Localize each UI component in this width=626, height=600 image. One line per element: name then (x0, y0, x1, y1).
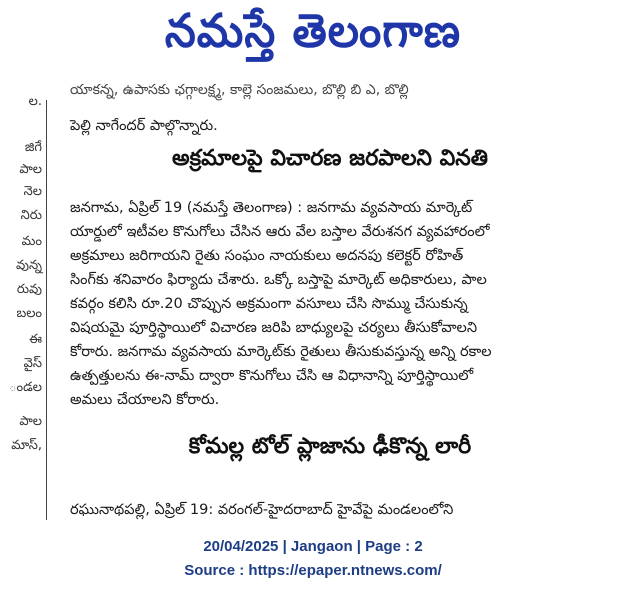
article-line: అమలు చేయాలని కోరారు. (70, 392, 220, 408)
article-headline: అక్రమాలపై విచారణ జరపాలని వినతి (172, 146, 488, 171)
left-fragment: బలం (16, 306, 42, 321)
top-cut-line: యాకన్న, ఉపాసకు ఛగ్గాలక్ష్మ, కాల్లె సంజమలు, బొల్లి బి ఎ, బొల్లి (70, 82, 409, 98)
left-fragment: వైస్ (23, 356, 42, 371)
left-fragment: వున్న (16, 258, 42, 273)
source-link[interactable]: Source : https://epaper.ntnews.com/ (184, 562, 442, 579)
left-fragment: పాల (19, 414, 42, 429)
edition-info: 20/04/2025 | Jangaon | Page : 2 (203, 538, 423, 555)
article-line: ఉత్పత్తులను ఈ-నామ్ ద్వారా కొనుగోలు చేసి ఆ విధానాన్ని పూర్తిస్థాయిలో (70, 368, 474, 384)
left-fragment: నిరు (20, 208, 42, 223)
article-line: విషయమై పూర్తిస్థాయిలో విచారణ జరిపి బాధ్యులపై చర్యలు తీసుకోవాలని (70, 320, 478, 336)
left-fragment: నెల (23, 184, 42, 199)
left-fragment: ల. (28, 94, 42, 109)
left-fragment: పాల (19, 162, 42, 177)
article-line: సింగ్‌కు శనివారం ఫిర్యాదు చేశారు. ఒక్కో బస్తాపై మార్కెట్ అధికారులు, పాల (70, 272, 487, 288)
article-line: కోరారు. జనగామ వ్యవసాయ మార్కెట్‌కు రైతులు తీసుకువస్తున్న అన్ని రకాల (70, 344, 492, 360)
left-fragment: ఈ (29, 332, 42, 347)
article-line: కవర్గం కలిసి రూ.20 చొప్పున అక్రమంగా వసూలు చేసి సొమ్ము చేసుకున్న (70, 296, 468, 312)
main-column (70, 82, 590, 520)
column-divider (46, 100, 47, 520)
masthead (0, 0, 626, 70)
article-headline: కోమల్ల టోల్ ప్లాజాను ఢీకొన్న లారీ (188, 434, 472, 459)
newspaper-clipping (0, 82, 600, 520)
bottom-cut-line: రఘునాథపల్లి, ఏప్రిల్ 19: వరంగల్-హైదరాబాద్ హైవేపై మండలంలోని (70, 502, 454, 518)
left-fragment: మాస్, (11, 438, 42, 453)
left-fragment: జిగే (24, 140, 42, 155)
intro-tail: పెల్లి నాగేందర్ పాల్గొన్నారు. (70, 118, 218, 134)
article-line: యార్డులో ఇటీవల కొనుగోలు చేసిన ఆరు వేల బస్తాల వేరుశనగ వ్యవహారంలో (70, 224, 490, 240)
article-line: అక్రమాలు జరిగాయని రైతు సంఘం నాయకులు అదనపు కలెక్టర్ రోహిత్ (70, 248, 464, 264)
left-fragment: ండల (9, 380, 42, 395)
left-column-fragments (0, 88, 44, 520)
article-line: జనగామ, ఏప్రిల్ 19 (నమస్తే తెలంగాణ) : జనగామ వ్యవసాయ మార్కెట్ (70, 200, 473, 216)
newspaper-logo: నమస్తే తెలంగాణ (164, 4, 462, 58)
left-fragment: రువు (16, 282, 42, 297)
left-fragment: మం (21, 234, 42, 249)
